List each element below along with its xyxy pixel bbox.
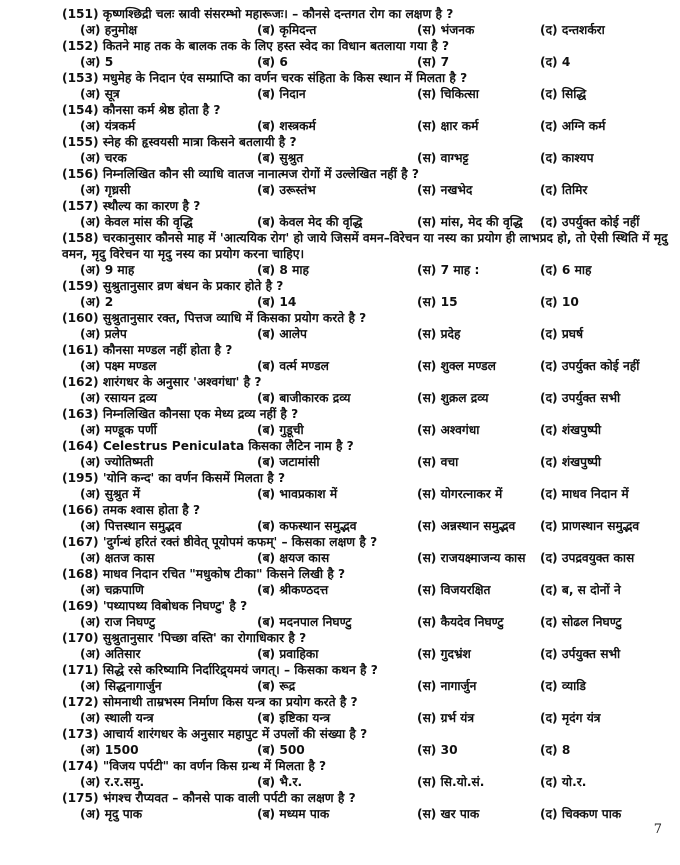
question-text xyxy=(62,406,670,422)
options-row xyxy=(62,518,670,534)
question-body: मधुमेह के निदान एंव सम्प्राप्ति का वर्णन चरक संहिता के किस स्थान में मिलता है ? xyxy=(102,71,468,85)
option-a: (अ) स्थाली यन्त्र xyxy=(80,711,154,725)
option-d: (द) माधव निदान में xyxy=(540,487,629,501)
question-number: (160) xyxy=(62,311,99,325)
question-body: निम्नलिखित कौन सी व्याधि वातज नानात्मज रोगों में उल्लेखित नहीं है ? xyxy=(102,167,419,181)
question-number: (157) xyxy=(62,199,99,213)
question-text xyxy=(62,278,670,294)
option-a: (अ) गृध्रसी xyxy=(80,183,131,197)
question-number: (166) xyxy=(62,503,99,517)
option-c: (स) गुदभ्रंश xyxy=(417,647,471,661)
question-body: कितने माह तक के बालक तक के लिए हस्त स्वेद का विधान बतलाया गया है ? xyxy=(102,39,450,53)
options-row xyxy=(62,614,670,630)
options-row xyxy=(62,358,670,374)
question-number: (154) xyxy=(62,103,99,117)
question-number: (151) xyxy=(62,7,99,21)
option-b: (ब) कृमिदन्त xyxy=(257,23,317,37)
question-block xyxy=(62,310,670,342)
option-a: (अ) प्रलेप xyxy=(80,327,127,341)
option-b: (ब) निदान xyxy=(257,87,306,101)
option-b: (ब) प्रवाहिका xyxy=(257,647,319,661)
option-c: (स) 30 xyxy=(417,743,458,757)
option-d: (द) 6 माह xyxy=(540,263,592,277)
question-body: सुश्रुतानुसार रक्त, पित्तज व्याधि में किसका प्रयोग करते है ? xyxy=(102,311,367,325)
option-c: (स) चिकित्सा xyxy=(417,87,479,101)
options-row xyxy=(62,422,670,438)
question-number: (155) xyxy=(62,135,99,149)
option-b: (ब) मदनपाल निघण्टु xyxy=(257,615,352,629)
option-b: (ब) आलेप xyxy=(257,327,307,341)
question-block xyxy=(62,374,670,406)
question-text xyxy=(62,38,670,54)
option-d: (द) 10 xyxy=(540,295,579,309)
option-b: (ब) भै.र. xyxy=(257,775,303,789)
option-d: (द) शंखपुष्पी xyxy=(540,455,602,469)
question-text xyxy=(62,470,670,486)
question-text xyxy=(62,790,670,806)
question-block xyxy=(62,438,670,470)
option-b: (ब) मध्यम पाक xyxy=(257,807,330,821)
question-block xyxy=(62,790,670,822)
option-d: (द) ब, स दोनों ने xyxy=(540,583,621,597)
option-d: (द) चिक्कण पाक xyxy=(540,807,622,821)
option-a: (अ) ज्योतिष्मती xyxy=(80,455,154,469)
option-c: (स) भंजनक xyxy=(417,23,475,37)
option-c: (स) शुक्ल मण्डल xyxy=(417,359,496,373)
question-text xyxy=(62,166,670,182)
question-block xyxy=(62,6,670,38)
question-number: (172) xyxy=(62,695,99,709)
question-number: (153) xyxy=(62,71,99,85)
question-text xyxy=(62,534,670,550)
option-d: (द) तिमिर xyxy=(540,183,588,197)
question-number: (169) xyxy=(62,599,99,613)
options-row xyxy=(62,710,670,726)
option-c: (स) 7 माह : xyxy=(417,263,480,277)
option-b: (ब) रूद्र xyxy=(257,679,296,693)
options-row xyxy=(62,390,670,406)
option-b: (ब) सुश्रुत xyxy=(257,151,304,165)
question-body: 'दुर्गन्धं हरितं रक्तं ष्ठीवेत् पूयोपमं कफम्' – किसका लक्षण है ? xyxy=(102,535,378,549)
option-b: (ब) जटामांसी xyxy=(257,455,320,469)
options-row xyxy=(62,742,670,758)
question-body: आचार्य शारंगधर के अनुसार महापुट में उपलों की संख्या है ? xyxy=(102,727,368,741)
question-block xyxy=(62,630,670,662)
option-b: (ब) श्रीकण्ठदत्त xyxy=(257,583,329,597)
question-block xyxy=(62,166,670,198)
options-row xyxy=(62,118,670,134)
question-number: (167) xyxy=(62,535,99,549)
question-body: शारंगधर के अनुसार 'अश्वगंधा' है ? xyxy=(102,375,262,389)
question-number: (163) xyxy=(62,407,99,421)
question-block xyxy=(62,38,670,70)
option-a: (अ) 1500 xyxy=(80,743,139,757)
option-c: (स) अश्वगंधा xyxy=(417,423,480,437)
question-block xyxy=(62,566,670,598)
option-a: (अ) क्षतज कास xyxy=(80,551,155,565)
question-text xyxy=(62,310,670,326)
option-d: (द) अग्नि कर्म xyxy=(540,119,606,133)
question-text xyxy=(62,134,670,150)
question-number: (175) xyxy=(62,791,99,805)
option-b: (ब) 8 माह xyxy=(257,263,309,277)
question-body: स्नेह की हृस्वयसी मात्रा किसने बतलायी है ? xyxy=(102,135,297,149)
option-c: (स) अन्नस्थान समुद्भव xyxy=(417,519,516,533)
option-c: (स) मांस, मेद की वृद्धि xyxy=(417,215,523,229)
options-row xyxy=(62,774,670,790)
option-d: (द) सिद्धि xyxy=(540,87,587,101)
question-text xyxy=(62,102,670,118)
option-c: (स) 7 xyxy=(417,55,450,69)
question-body: तमक श्वास होता है ? xyxy=(102,503,201,517)
options-row xyxy=(62,550,670,566)
option-b: (ब) केवल मेद की वृद्धि xyxy=(257,215,363,229)
question-text xyxy=(62,598,670,614)
question-block xyxy=(62,534,670,566)
options-row xyxy=(62,214,670,230)
question-number: (161) xyxy=(62,343,99,357)
question-block xyxy=(62,406,670,438)
option-b: (ब) 6 xyxy=(257,55,288,69)
option-d: (द) 8 xyxy=(540,743,571,757)
question-block xyxy=(62,598,670,630)
question-text xyxy=(62,70,670,86)
option-d: (द) उर्पयुक्त सभी xyxy=(540,647,621,661)
question-text xyxy=(62,726,670,742)
option-a: (अ) मण्डूक पर्णी xyxy=(80,423,157,437)
option-a: (अ) चक्रपाणि xyxy=(80,583,144,597)
question-body: "विजय पर्पटी" का वर्णन किस ग्रन्थ में मिलता है ? xyxy=(102,759,327,773)
question-text xyxy=(62,374,670,390)
question-body: स्थौल्य का कारण है ? xyxy=(102,199,201,213)
option-c: (स) 15 xyxy=(417,295,458,309)
question-body: सुश्रुतानुसार 'पिच्छा वस्ति' का रोगाधिकार है ? xyxy=(102,631,307,645)
question-number: (158) xyxy=(62,231,99,245)
question-block xyxy=(62,198,670,230)
question-number: (171) xyxy=(62,663,99,677)
option-a: (अ) सुश्रुत में xyxy=(80,487,141,501)
options-row xyxy=(62,54,670,70)
question-text xyxy=(62,438,670,454)
option-d: (द) काश्यप xyxy=(540,151,594,165)
option-d: (द) व्याडि xyxy=(540,679,586,693)
option-b: (ब) उरूस्तंभ xyxy=(257,183,316,197)
option-a: (अ) सूत्र xyxy=(80,87,120,101)
options-row xyxy=(62,646,670,662)
question-body: 'योनि कन्द' का वर्णन किसमें मिलता है ? xyxy=(102,471,286,485)
options-row xyxy=(62,486,670,502)
option-d: (द) उपर्युक्त कोई नहीं xyxy=(540,215,640,229)
option-b: (ब) कफस्थान समुद्भव xyxy=(257,519,357,533)
option-d: (द) शंखपुष्पी xyxy=(540,423,602,437)
option-b: (ब) भावप्रकाश में xyxy=(257,487,338,501)
option-b: (ब) 500 xyxy=(257,743,305,757)
option-b: (ब) गुडूची xyxy=(257,423,304,437)
question-body: Celestrus Peniculata किसका लैटिन नाम है ? xyxy=(102,439,354,453)
question-number: (152) xyxy=(62,39,99,53)
option-a: (अ) 5 xyxy=(80,55,114,69)
options-row xyxy=(62,182,670,198)
question-text xyxy=(62,566,670,582)
question-number: (162) xyxy=(62,375,99,389)
question-block xyxy=(62,502,670,534)
question-block xyxy=(62,726,670,758)
question-body: 'पथ्यापथ्य विबोधक निघण्टु' है ? xyxy=(102,599,248,613)
option-a: (अ) चरक xyxy=(80,151,127,165)
option-a: (अ) यंत्रकर्म xyxy=(80,119,136,133)
page-number: 7 xyxy=(653,822,662,837)
question-body: सुश्रुतानुसार व्रण बंधन के प्रकार होते है ? xyxy=(102,279,284,293)
option-d: (द) प्राणस्थान समुद्भव xyxy=(540,519,640,533)
question-text xyxy=(62,6,670,22)
option-a: (अ) मृदु पाक xyxy=(80,807,143,821)
option-b: (ब) शस्त्रकर्म xyxy=(257,119,316,133)
option-c: (स) वचा xyxy=(417,455,459,469)
option-c: (स) ग्रर्भ यंत्र xyxy=(417,711,475,725)
question-body: कौनसा मण्डल नहीं होता है ? xyxy=(102,343,233,357)
option-a: (अ) पक्ष्म मण्डल xyxy=(80,359,157,373)
option-c: (स) वाग्भट्ट xyxy=(417,151,469,165)
option-a: (अ) पित्तस्थान समुद्भव xyxy=(80,519,182,533)
question-text xyxy=(62,342,670,358)
question-block xyxy=(62,694,670,726)
question-body: सिद्धे रसे करिष्यामि निर्दारिद्र्यमयं जगत्। – किसका कथन है ? xyxy=(102,663,378,677)
option-c: (स) शुक्रल द्रव्य xyxy=(417,391,489,405)
option-a: (अ) रसायन द्रव्य xyxy=(80,391,157,405)
option-b: (ब) इष्टिका यन्त्र xyxy=(257,711,331,725)
option-a: (अ) केवल मांस की वृद्धि xyxy=(80,215,193,229)
question-number: (170) xyxy=(62,631,99,645)
option-c: (स) नागार्जुन xyxy=(417,679,477,693)
question-body: कृष्णश्छिद्री चलः स्रावी संसरम्भो महारूजः। – कौनसे दन्तगत रोग का लक्षण है ? xyxy=(102,7,454,21)
question-text xyxy=(62,502,670,518)
option-c: (स) कैयदेव निघण्टु xyxy=(417,615,504,629)
question-number: (164) xyxy=(62,439,99,453)
option-a: (अ) 2 xyxy=(80,295,114,309)
question-number: (195) xyxy=(62,471,99,485)
question-text xyxy=(62,758,670,774)
option-d: (द) सोढल निघण्टु xyxy=(540,615,622,629)
option-a: (अ) राज निघण्टु xyxy=(80,615,156,629)
option-c: (स) सि.यो.सं. xyxy=(417,775,485,789)
question-number: (174) xyxy=(62,759,99,773)
option-a: (अ) हनुमोक्ष xyxy=(80,23,138,37)
question-number: (159) xyxy=(62,279,99,293)
question-body: भंगश्च रौप्यवत – कौनसे पाक वाली पर्पटी का लक्षण है ? xyxy=(102,791,356,805)
option-c: (स) क्षार कर्म xyxy=(417,119,479,133)
option-a: (अ) र.र.समु. xyxy=(80,775,145,789)
option-d: (द) उपर्युक्त सभी xyxy=(540,391,621,405)
option-b: (ब) 14 xyxy=(257,295,297,309)
options-row xyxy=(62,326,670,342)
option-b: (ब) वर्त्म मण्डल xyxy=(257,359,329,373)
question-number: (173) xyxy=(62,727,99,741)
question-text xyxy=(62,630,670,646)
options-row xyxy=(62,22,670,38)
question-block xyxy=(62,70,670,102)
question-block xyxy=(62,470,670,502)
option-b: (ब) क्षयज कास xyxy=(257,551,330,565)
question-text xyxy=(62,662,670,678)
option-a: (अ) अतिसार xyxy=(80,647,141,661)
question-sheet xyxy=(62,6,670,822)
option-d: (द) मृदंग यंत्र xyxy=(540,711,601,725)
question-block xyxy=(62,278,670,310)
question-body: माधव निदान रचित "मधुकोष टीका" किसने लिखी है ? xyxy=(102,567,346,581)
option-d: (द) उपद्रवयुक्त कास xyxy=(540,551,635,565)
option-d: (द) उपर्युक्त कोई नहीं xyxy=(540,359,640,373)
question-block xyxy=(62,134,670,166)
options-row xyxy=(62,582,670,598)
question-text xyxy=(62,230,670,262)
question-block xyxy=(62,662,670,694)
options-row xyxy=(62,262,670,278)
options-row xyxy=(62,86,670,102)
question-block xyxy=(62,758,670,790)
option-c: (स) नखभेद xyxy=(417,183,473,197)
question-text xyxy=(62,198,670,214)
question-body: चरकानुसार कौनसे माह में 'आत्ययिक रोग' हो जाये जिसमें वमन–विरेचन या नस्य का प्रयोग ही लाभप्रद हो, तो ऐसी स्थिति में मृदु वमन, मृदु विरेचन या मृदु नस्य का प्रयोग करना चाहिए। xyxy=(62,231,668,261)
options-row xyxy=(62,806,670,822)
question-body: कौनसा कर्म श्रेष्ठ होता है ? xyxy=(102,103,221,117)
question-block xyxy=(62,342,670,374)
options-row xyxy=(62,454,670,470)
option-c: (स) योगरत्नाकर में xyxy=(417,487,503,501)
question-body: सोमनाथी ताम्रभस्म निर्माण किस यन्त्र का प्रयोग करते है ? xyxy=(102,695,358,709)
option-a: (अ) 9 माह xyxy=(80,263,135,277)
option-c: (स) राजयक्ष्माजन्य कास xyxy=(417,551,526,565)
option-c: (स) विजयरक्षित xyxy=(417,583,491,597)
options-row xyxy=(62,678,670,694)
options-row xyxy=(62,150,670,166)
option-c: (स) खर पाक xyxy=(417,807,480,821)
question-body: निम्नलिखित कौनसा एक मेध्य द्रव्य नहीं है ? xyxy=(102,407,299,421)
question-number: (168) xyxy=(62,567,99,581)
question-block xyxy=(62,230,670,278)
option-d: (द) 4 xyxy=(540,55,571,69)
option-c: (स) प्रदेह xyxy=(417,327,461,341)
question-block xyxy=(62,102,670,134)
question-number: (156) xyxy=(62,167,99,181)
option-d: (द) दन्तशर्करा xyxy=(540,23,605,37)
options-row xyxy=(62,294,670,310)
question-text xyxy=(62,694,670,710)
option-d: (द) यो.र. xyxy=(540,775,587,789)
option-b: (ब) बाजीकारक द्रव्य xyxy=(257,391,351,405)
option-a: (अ) सिद्धनागार्जुन xyxy=(80,679,162,693)
option-d: (द) प्रघर्ष xyxy=(540,327,584,341)
